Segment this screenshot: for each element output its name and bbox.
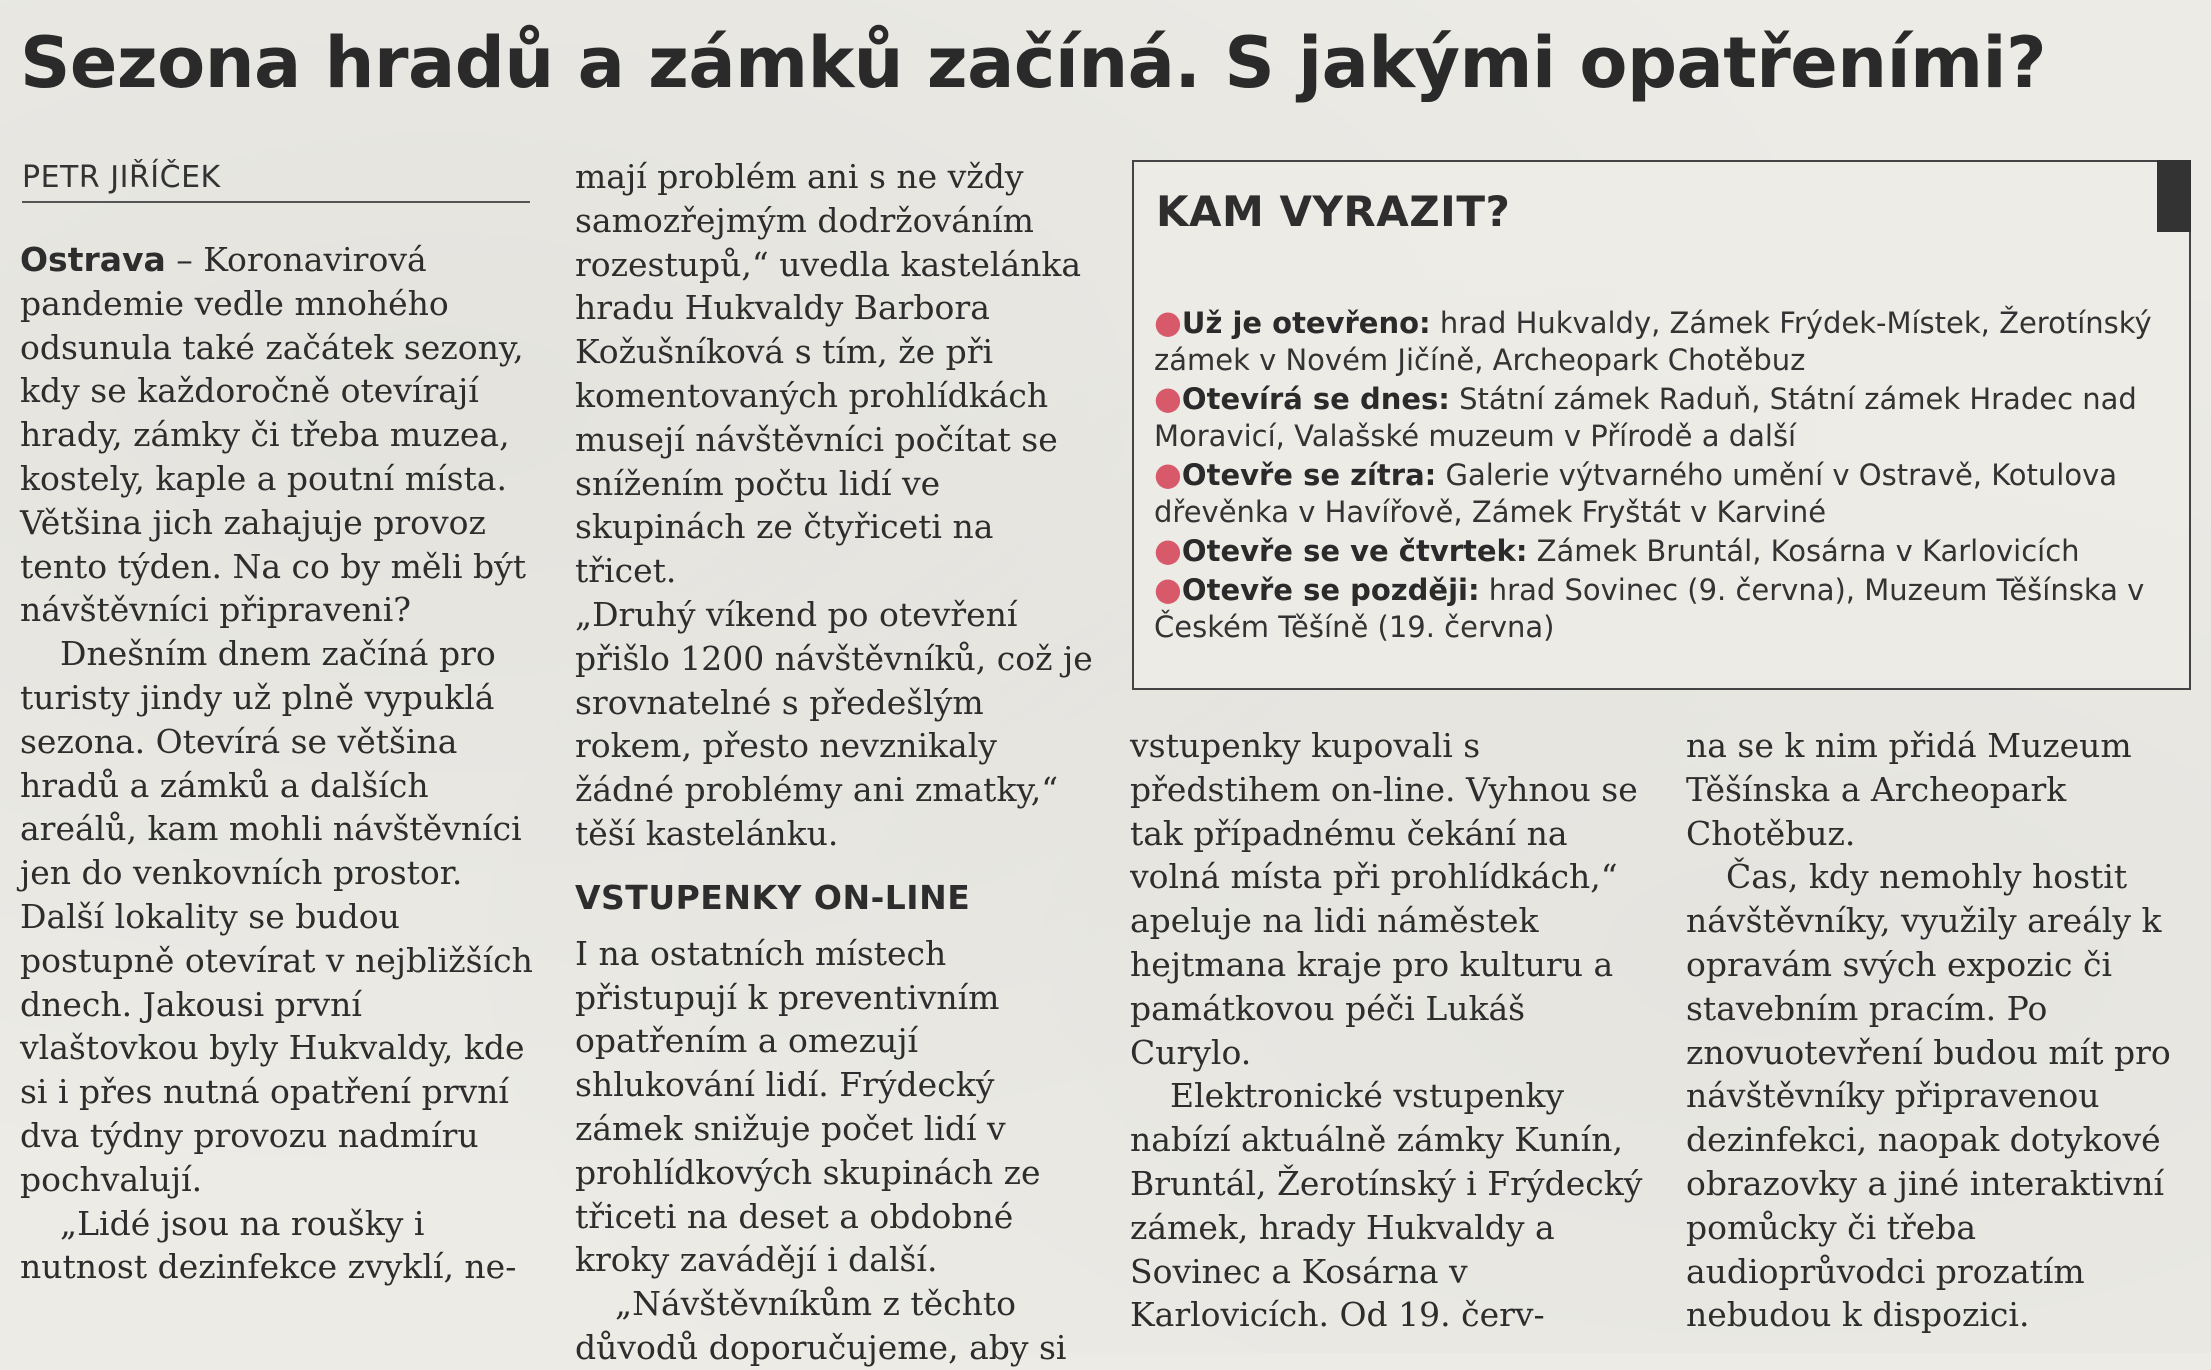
author-byline: PETR JIŘÍČEK	[22, 158, 530, 203]
paragraph: „Návštěvníkům z těchto důvodů doporučujeme, aby si	[575, 1284, 1067, 1367]
list-item	[1154, 456, 2164, 531]
article-column-2	[575, 155, 1100, 1370]
bullet-icon: ●	[1154, 303, 1182, 341]
item-text: Státní zámek Raduň, Státní zámek Hradec nad Moravicí, Valašské muzeum v Přírodě a další	[1154, 382, 2137, 453]
paragraph	[20, 238, 535, 632]
article-column-3	[1130, 724, 1650, 1337]
paragraph: vstupenky kupovali s předstihem on-line. Vyhnou se tak případnému čekání na volná místa při prohlídkách,“ apeluje na lidi náměstek hejtmana kraje pro kulturu a památkovou péči Lukáš Curylo.	[1130, 726, 1638, 1072]
item-text: Galerie výtvarného umění v Ostravě, Kotulova dřevěnka v Havířově, Zámek Fryštát v Karviné	[1154, 458, 2118, 529]
paragraph: Dnešním dnem začíná pro turisty jindy už plně vypuklá sezona. Otevírá se většina hradů a zámků a dalších areálů, kam mohli návštěvníci jen do venkovních prostor. Další lokality se budou postupně otevírat v nejbližších dnech. Jakousi první vlaštovkou byly Hukvaldy, kde si i přes nutná opatření první dva týdny provozu nadmíru pochvalují.	[20, 634, 533, 1199]
article-column-1	[20, 238, 535, 1289]
article-column-4	[1686, 724, 2206, 1337]
bullet-icon: ●	[1154, 455, 1182, 493]
list-item	[1154, 380, 2164, 455]
list-item	[1154, 304, 2164, 379]
info-box-list	[1154, 304, 2164, 647]
item-label: Otevře se ve čtvrtek:	[1181, 534, 1528, 568]
paragraph: na se k nim přidá Muzeum Těšínska a Archeopark Chotěbuz.	[1686, 726, 2132, 853]
item-label: Už je otevřeno:	[1181, 306, 1431, 340]
list-item	[1154, 532, 2164, 570]
section-subheading: VSTUPENKY ON-LINE	[575, 877, 971, 917]
paragraph: Čas, kdy nemohly hostit návštěvníky, využily areály k opravám svých expozic či stavebním pracím. Po znovuotevření budou mít pro návštěvníky připravenou dezinfekci, naopak dotykové obrazovky a jiné interaktivní pomůcky či třeba audioprůvodci prozatím nebudou k dispozici.	[1686, 857, 2171, 1335]
article-headline: Sezona hradů a zámků začíná. S jakými opatřeními?	[20, 22, 2047, 104]
dateline: Ostrava	[20, 240, 166, 279]
item-text: Zámek Bruntál, Kosárna v Karlovicích	[1527, 534, 2080, 568]
item-label: Otevře se zítra:	[1181, 458, 1437, 492]
paragraph: I na ostatních místech přistupují k preventivním opatřením a omezují shlukování lidí. Frýdecký zámek snižuje počet lidí v prohlídkových skupinách ze třiceti na deset a obdobné kroky zavádějí i další.	[575, 933, 1041, 1280]
list-item	[1154, 571, 2164, 646]
item-label: Otevírá se dnes:	[1181, 382, 1450, 416]
bullet-icon: ●	[1154, 570, 1182, 608]
paragraph: „Druhý víkend po otevření přišlo 1200 návštěvníků, což je srovnatelné s předešlým rokem, přesto nevznikaly žádné problémy ani zmatky,“ těší kastelánku.	[575, 594, 1093, 853]
bullet-icon: ●	[1154, 379, 1182, 417]
paragraph-text: – Koronavirová pandemie vedle mnohého odsunula také začátek sezony, kdy se každoročně otevírají hrady, zámky či třeba muzea, kostely, kaple a poutní místa. Většina jich zahajuje provoz tento týden. Na co by měli být návštěvníci připraveni?	[20, 240, 527, 630]
item-text: hrad Hukvaldy, Zámek Frýdek-Místek, Žerotínský zámek v Novém Jičíně, Archeopark Chotěbuz	[1154, 306, 2152, 377]
box-corner-tab	[2157, 160, 2191, 232]
item-label: Otevře se později:	[1181, 573, 1480, 607]
paragraph: Elektronické vstupenky nabízí aktuálně zámky Kunín, Bruntál, Žerotínský i Frýdecký zámek, hrady Hukvaldy a Sovinec a Kosárna v Karlovicích. Od 19. červ-	[1130, 1076, 1643, 1335]
paragraph: mají problém ani s ne vždy samozřejmým dodržováním rozestupů,“ uvedla kastelánka hradu Hukvaldy Barbora Kožušníková s tím, že při komentovaných prohlídkách musejí návštěvníci počítat se snížením počtu lidí ve skupinách ze čtyřiceti na třicet.	[575, 157, 1082, 591]
item-text: hrad Sovinec (9. června), Muzeum Těšínska v Českém Těšíně (19. června)	[1154, 573, 2145, 644]
paragraph: „Lidé jsou na roušky i nutnost dezinfekce zvyklí, ne-	[20, 1203, 517, 1287]
info-box	[1132, 160, 2191, 690]
bullet-icon: ●	[1154, 531, 1182, 569]
info-box-title: KAM VYRAZIT?	[1156, 187, 1511, 236]
